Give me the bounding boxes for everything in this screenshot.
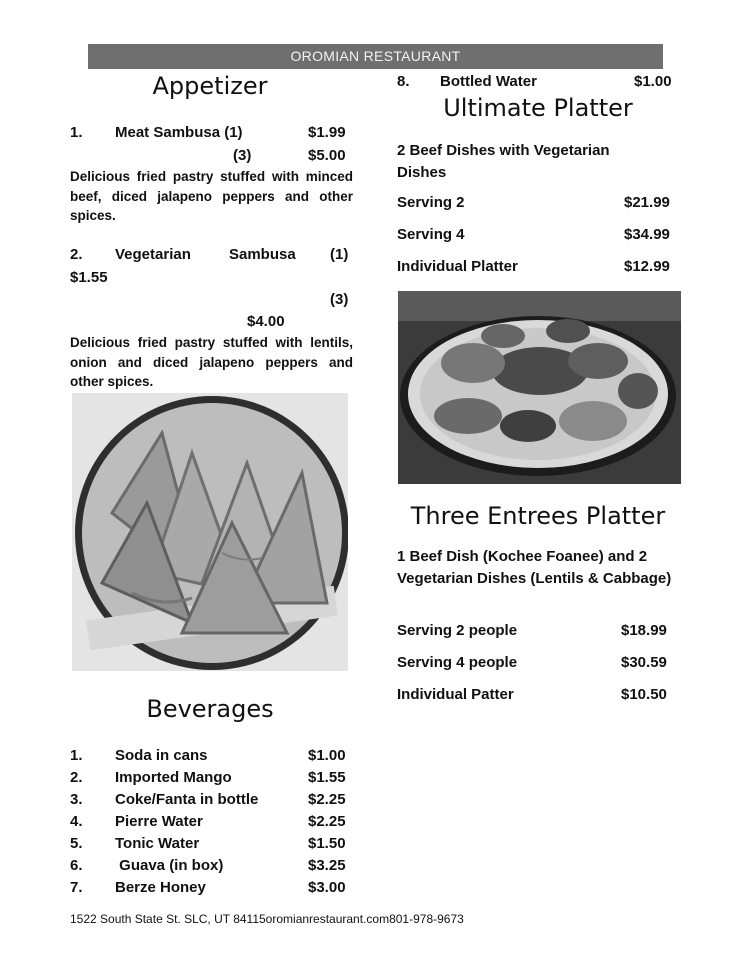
item-number: 4. — [70, 813, 83, 830]
item-name: Soda in cans — [115, 747, 208, 764]
platter-option-price: $21.99 — [624, 194, 670, 211]
item-number: 2. — [70, 246, 83, 263]
item-number: 5. — [70, 835, 83, 852]
item-price: $1.00 — [634, 73, 672, 90]
item-price: $3.00 — [308, 879, 346, 896]
item-name: Pierre Water — [115, 813, 203, 830]
item-price: $1.50 — [308, 835, 346, 852]
platter-option-price: $10.50 — [621, 686, 667, 703]
item-name: Berze Honey — [115, 879, 206, 896]
item-number: 1. — [70, 747, 83, 764]
item-price: $1.99 — [308, 124, 346, 141]
item-description: Delicious fried pastry stuffed with lentils, onion and diced jalapeno peppers and other spices. — [70, 335, 353, 389]
platter-option-label: Individual Platter — [397, 258, 518, 275]
platter-option-label: Serving 2 people — [397, 622, 518, 639]
item-number: 6. — [70, 857, 83, 874]
item-price-2: $5.00 — [308, 147, 346, 164]
appetizer-heading: Appetizer — [152, 72, 268, 100]
item-number: 2. — [70, 769, 83, 786]
item-price-2: $4.00 — [247, 313, 285, 330]
item-quantity: (1) — [330, 246, 349, 263]
platter-description: 1 Beef Dish (Kochee Foanee) and 2 Vegetarian Dishes (Lentils & Cabbage) — [397, 548, 672, 587]
item-quantity: (3) — [233, 147, 252, 164]
platter-option-label: Serving 2 — [397, 194, 465, 211]
samosa-photo — [72, 393, 348, 671]
item-price: $2.25 — [308, 813, 346, 830]
item-name: Imported Mango — [115, 769, 232, 786]
item-number: 7. — [70, 879, 83, 896]
item-quantity-2: (3) — [330, 291, 349, 308]
platter-option-price: $30.59 — [621, 654, 667, 671]
beverages-heading: Beverages — [146, 695, 274, 723]
item-name-2: Sambusa — [229, 246, 296, 263]
platter-option-label: Serving 4 people — [397, 654, 518, 671]
platter-option-price: $34.99 — [624, 226, 670, 243]
item-number: 8. — [397, 73, 410, 90]
platter-option-label: Individual Patter — [397, 686, 514, 703]
footer-contact: 1522 South State St. SLC, UT 84115oromianrestaurant.com801-978-9673 — [70, 912, 464, 926]
item-price: $1.55 — [308, 769, 346, 786]
item-number: 3. — [70, 791, 83, 808]
platter-description: 2 Beef Dishes with Vegetarian Dishes — [397, 142, 610, 181]
item-price: $3.25 — [308, 857, 346, 874]
item-name: Coke/Fanta in bottle — [115, 791, 259, 808]
restaurant-banner: OROMIAN RESTAURANT — [88, 44, 663, 69]
item-description: Delicious fried pastry stuffed with minced beef, diced jalapeno peppers and other spices. — [70, 169, 353, 223]
platter-option-price: $18.99 — [621, 622, 667, 639]
three-entrees-heading: Three Entrees Platter — [410, 502, 666, 530]
item-price: $1.00 — [308, 747, 346, 764]
item-name: Meat Sambusa (1) — [115, 124, 243, 141]
item-number: 1. — [70, 124, 83, 141]
item-name: Bottled Water — [440, 73, 537, 90]
item-name: Vegetarian — [115, 246, 191, 263]
item-price: $1.55 — [70, 269, 108, 286]
platter-option-price: $12.99 — [624, 258, 670, 275]
item-price: $2.25 — [308, 791, 346, 808]
ultimate-platter-heading: Ultimate Platter — [443, 94, 633, 122]
platter-photo — [398, 291, 681, 484]
item-name: Tonic Water — [115, 835, 200, 852]
item-name: Guava (in box) — [115, 857, 224, 874]
platter-option-label: Serving 4 — [397, 226, 465, 243]
